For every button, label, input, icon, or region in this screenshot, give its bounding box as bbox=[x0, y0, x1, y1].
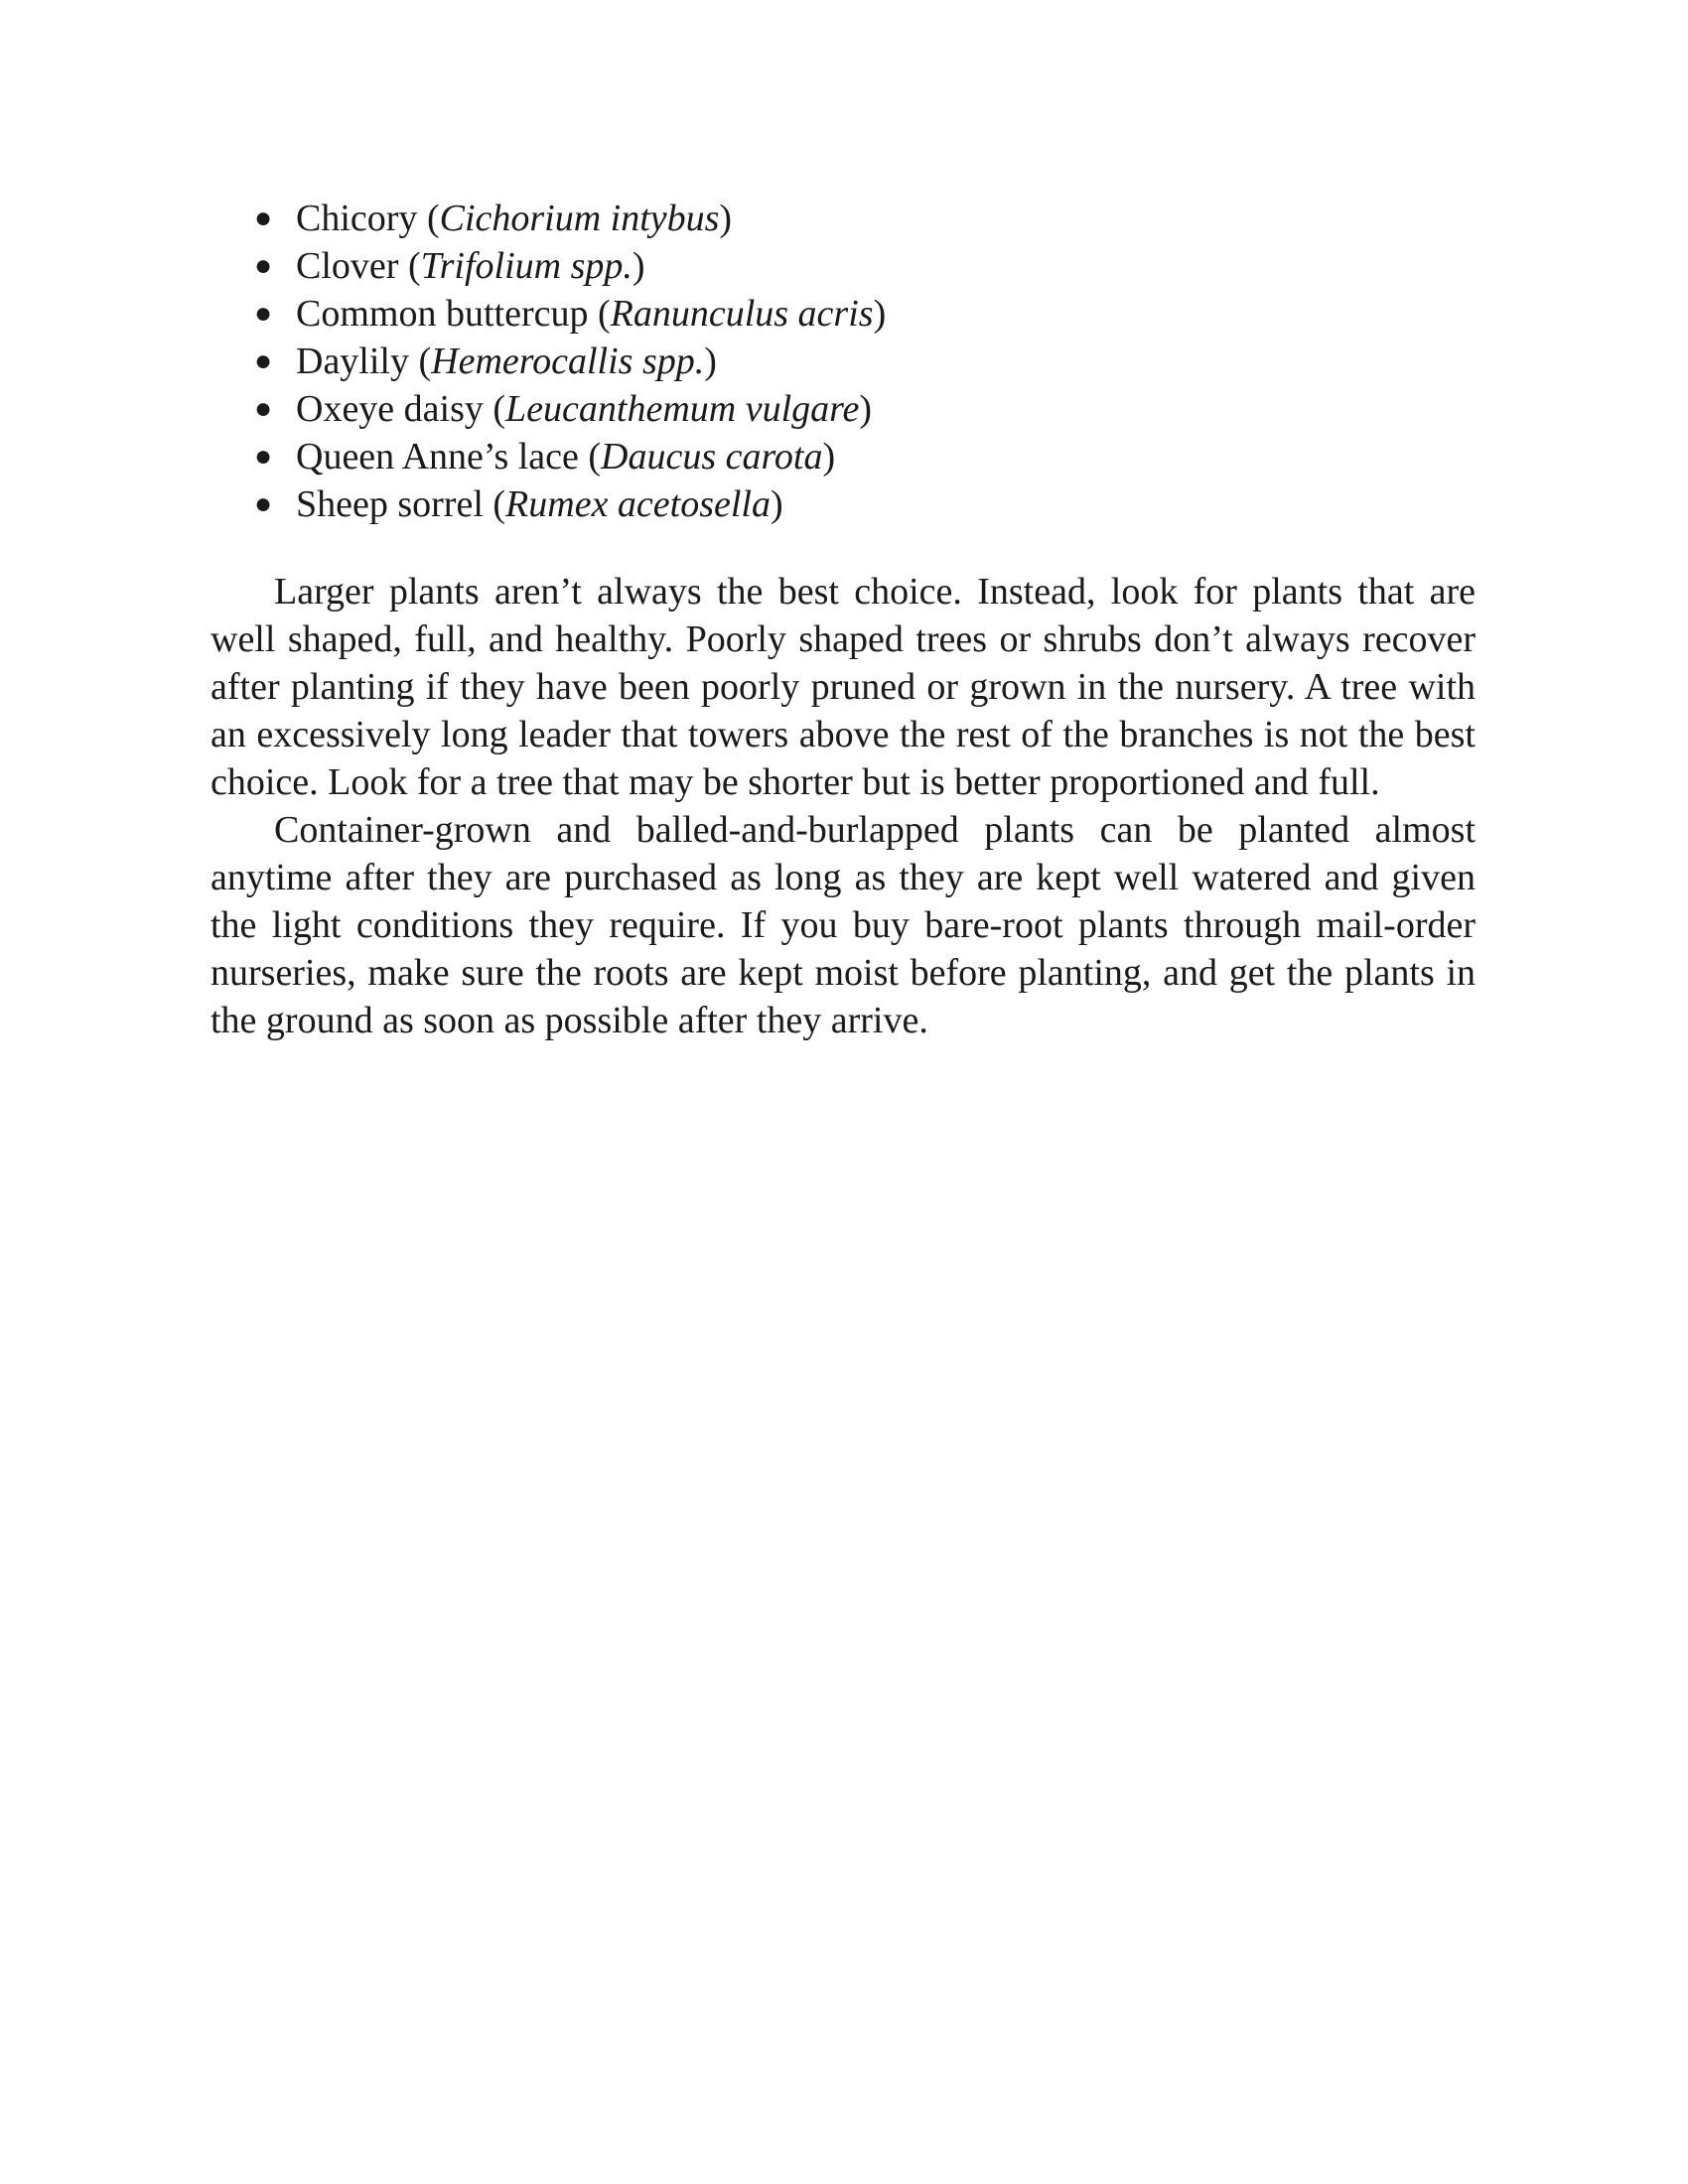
body-text bbox=[211, 568, 1476, 1044]
bullet-icon: ● bbox=[254, 344, 273, 377]
bullet-icon: ● bbox=[254, 202, 273, 234]
bullet-icon: ● bbox=[254, 297, 273, 330]
bullet-icon: ● bbox=[254, 440, 273, 473]
bullet-icon: ● bbox=[254, 392, 273, 425]
list-item: ● Oxeye daisy (Leucanthemum vulgare) bbox=[211, 385, 1476, 433]
paragraph-plant-selection: Larger plants aren’t always the best choice. Instead, look for plants that are well shaped, full, and healthy. Poorly shaped trees or shrubs don’t always recover after planting if they have been poorly pruned or grown in the nursery. A tree with an excessively long leader that towers above the rest of the branches is not the best choice. Look for a tree that may be shorter but is better proportioned and full. bbox=[211, 571, 1476, 803]
plant-scientific-name: Leucanthemum vulgare bbox=[505, 388, 860, 430]
list-item: ● Queen Anne’s lace (Daucus carota) bbox=[211, 433, 1476, 480]
plant-common-name: Sheep sorrel bbox=[296, 483, 484, 525]
plant-scientific-name: Ranunculus acris bbox=[610, 293, 874, 335]
list-item: ● Chicory (Cichorium intybus) bbox=[211, 195, 1476, 242]
plant-common-name: Daylily bbox=[296, 341, 409, 382]
plant-common-name: Clover bbox=[296, 245, 399, 287]
plant-list bbox=[211, 195, 1476, 528]
plant-scientific-name: Cichorium intybus bbox=[439, 198, 720, 239]
plant-common-name: Common buttercup bbox=[296, 293, 589, 335]
bullet-icon: ● bbox=[254, 249, 273, 282]
document-page bbox=[211, 195, 1476, 1044]
plant-scientific-name: Rumex acetosella bbox=[505, 483, 771, 525]
list-item: ● Clover (Trifolium spp.) bbox=[211, 242, 1476, 290]
list-item: ● Common buttercup (Ranunculus acris) bbox=[211, 290, 1476, 338]
bullet-icon: ● bbox=[254, 487, 273, 520]
list-item: ● Daylily (Hemerocallis spp.) bbox=[211, 338, 1476, 385]
plant-common-name: Chicory bbox=[296, 198, 418, 239]
plant-scientific-name: Trifolium spp. bbox=[420, 245, 633, 287]
paragraph-planting-timing: Container-grown and balled-and-burlapped plants can be planted almost anytime after they are purchased as long as they are kept well watered and given the light conditions they require. If you buy bare-root plants through mail-order nurseries, make sure the roots are kept moist before planting, and get the plants in the ground as soon as possible after they arrive. bbox=[211, 809, 1476, 1041]
plant-scientific-name: Hemerocallis spp. bbox=[431, 341, 705, 382]
plant-common-name: Queen Anne’s lace bbox=[296, 436, 579, 478]
list-item: ● Sheep sorrel (Rumex acetosella) bbox=[211, 480, 1476, 528]
plant-common-name: Oxeye daisy bbox=[296, 388, 484, 430]
plant-scientific-name: Daucus carota bbox=[601, 436, 823, 478]
